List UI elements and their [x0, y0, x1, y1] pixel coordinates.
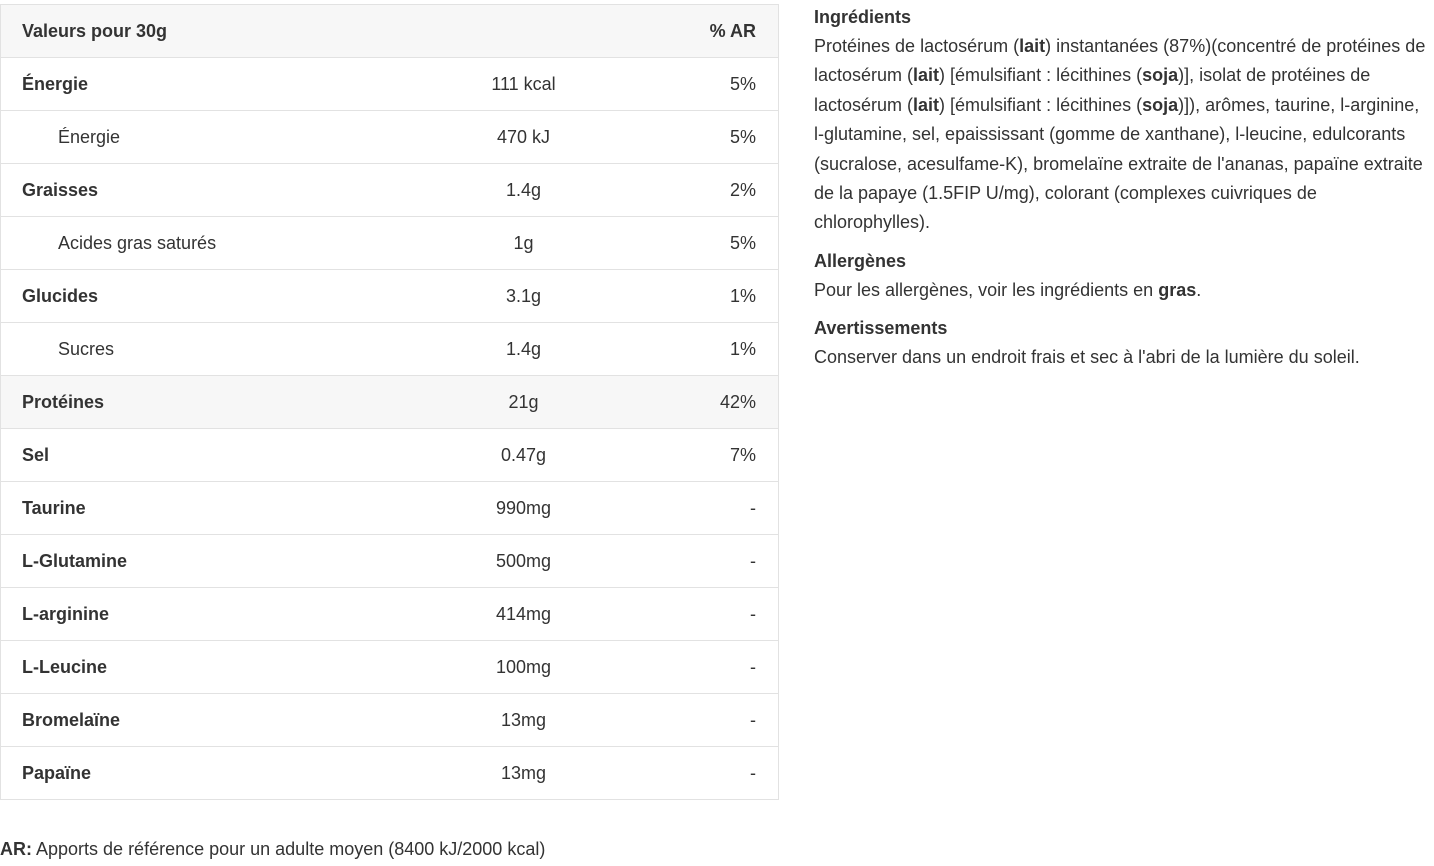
table-row: [1, 376, 779, 429]
allergen-highlight: lait: [913, 65, 940, 86]
ingredients-title: Ingrédients: [814, 7, 912, 27]
table-row: [1, 111, 779, 164]
ingredients-part: ) instantanées (87%)(concentré de protéines de lactosérum (: [814, 36, 1426, 86]
nutrient-amount: 1.4g: [401, 323, 647, 376]
allergens-title: Allergènes: [814, 250, 907, 271]
nutrient-ar: 2%: [647, 164, 779, 217]
nutrient-amount: 21g: [401, 376, 647, 429]
ingredients-part: )]), arômes, taurine, l-arginine, l-glutamine, sel, epaississant (gomme de xanthane), l-leucine, edulcorants (sucralose, acesulfame-K), bromelaïne extraite de l'ananas, papaïne extraite de la papaye (1.5FIP U/mg), colorant (complexes cuivriques de chlorophylles).: [814, 94, 1423, 233]
nutrient-name: L-Leucine: [1, 641, 401, 694]
nutrient-amount: 3.1g: [401, 270, 647, 323]
nutrient-ar: -: [647, 694, 779, 747]
nutrient-ar: 1%: [647, 323, 779, 376]
nutrient-amount: 111 kcal: [401, 58, 647, 111]
nutrient-name: L-arginine: [1, 588, 401, 641]
allergen-highlight: soja: [1142, 65, 1179, 86]
nutrient-ar: 5%: [647, 217, 779, 270]
nutrient-amount: 414mg: [401, 588, 647, 641]
nutrient-amount: 1g: [401, 217, 647, 270]
nutrient-name: Bromelaïne: [1, 694, 401, 747]
table-row: [1, 694, 779, 747]
nutrient-ar: -: [647, 747, 779, 800]
nutrient-ar: 5%: [647, 58, 779, 111]
ingredients-part: ) [émulsifiant : lécithines (: [939, 65, 1143, 86]
nutrient-name: Protéines: [1, 376, 401, 429]
table-row: [1, 58, 779, 111]
allergen-highlight: soja: [1142, 94, 1179, 115]
nutrient-amount: 0.47g: [401, 429, 647, 482]
nutrient-name: Taurine: [1, 482, 401, 535]
nutrient-name: Glucides: [1, 270, 401, 323]
allergens-text: [814, 276, 1432, 305]
allergens-text-part: Pour les allergènes, voir les ingrédients en: [814, 279, 1159, 300]
allergens-text-part: .: [1196, 279, 1202, 300]
allergens-bold-word: gras: [1158, 279, 1197, 300]
ingredients-section: [814, 6, 1432, 238]
nutrient-ar: 1%: [647, 270, 779, 323]
ingredients-part: ) [émulsifiant : lécithines (: [939, 94, 1143, 115]
nutrient-name: Énergie: [1, 58, 401, 111]
table-row: [1, 323, 779, 376]
table-row: [1, 217, 779, 270]
ar-footnote: [0, 839, 545, 860]
nutrient-ar: 42%: [647, 376, 779, 429]
header-per-serving: Valeurs pour 30g: [1, 5, 401, 58]
nutrient-ar: -: [647, 482, 779, 535]
table-header-row: [1, 5, 779, 58]
nutrient-ar: -: [647, 641, 779, 694]
table-row: [1, 270, 779, 323]
table-row: [1, 641, 779, 694]
table-row: [1, 747, 779, 800]
product-info-panel: [814, 6, 1432, 385]
header-ar: % AR: [647, 5, 779, 58]
ingredients-part: )], isolat de protéines de lactosérum (: [814, 65, 1371, 115]
allergens-section: [814, 250, 1432, 305]
table-row: [1, 535, 779, 588]
footnote-label: AR:: [0, 839, 32, 859]
nutrient-name: Graisses: [1, 164, 401, 217]
nutrient-name: Énergie: [1, 111, 401, 164]
nutrient-ar: -: [647, 535, 779, 588]
warnings-section: [814, 317, 1432, 372]
nutrient-amount: 13mg: [401, 747, 647, 800]
nutrient-name: Sel: [1, 429, 401, 482]
header-amount: [401, 5, 647, 58]
table-row: [1, 429, 779, 482]
nutrient-name: Acides gras saturés: [1, 217, 401, 270]
ingredients-part: Protéines de lactosérum (: [814, 36, 1020, 56]
nutrient-amount: 990mg: [401, 482, 647, 535]
footnote-text: Apports de référence pour un adulte moyen (8400 kJ/2000 kcal): [32, 839, 546, 859]
nutrition-table: [0, 4, 779, 800]
ingredients-text: [814, 32, 1432, 238]
nutrient-ar: -: [647, 588, 779, 641]
allergen-highlight: lait: [1019, 36, 1046, 56]
nutrient-amount: 500mg: [401, 535, 647, 588]
nutrient-amount: 13mg: [401, 694, 647, 747]
nutrient-amount: 1.4g: [401, 164, 647, 217]
warnings-text: Conserver dans un endroit frais et sec à l'abri de la lumière du soleil.: [814, 347, 1360, 368]
nutrient-ar: 5%: [647, 111, 779, 164]
nutrient-name: Sucres: [1, 323, 401, 376]
nutrient-name: L-Glutamine: [1, 535, 401, 588]
nutrient-amount: 100mg: [401, 641, 647, 694]
nutrient-amount: 470 kJ: [401, 111, 647, 164]
table-row: [1, 588, 779, 641]
warnings-title: Avertissements: [814, 318, 948, 339]
allergen-highlight: lait: [913, 94, 940, 115]
table-row: [1, 164, 779, 217]
table-row: [1, 482, 779, 535]
nutrient-ar: 7%: [647, 429, 779, 482]
nutrient-name: Papaïne: [1, 747, 401, 800]
